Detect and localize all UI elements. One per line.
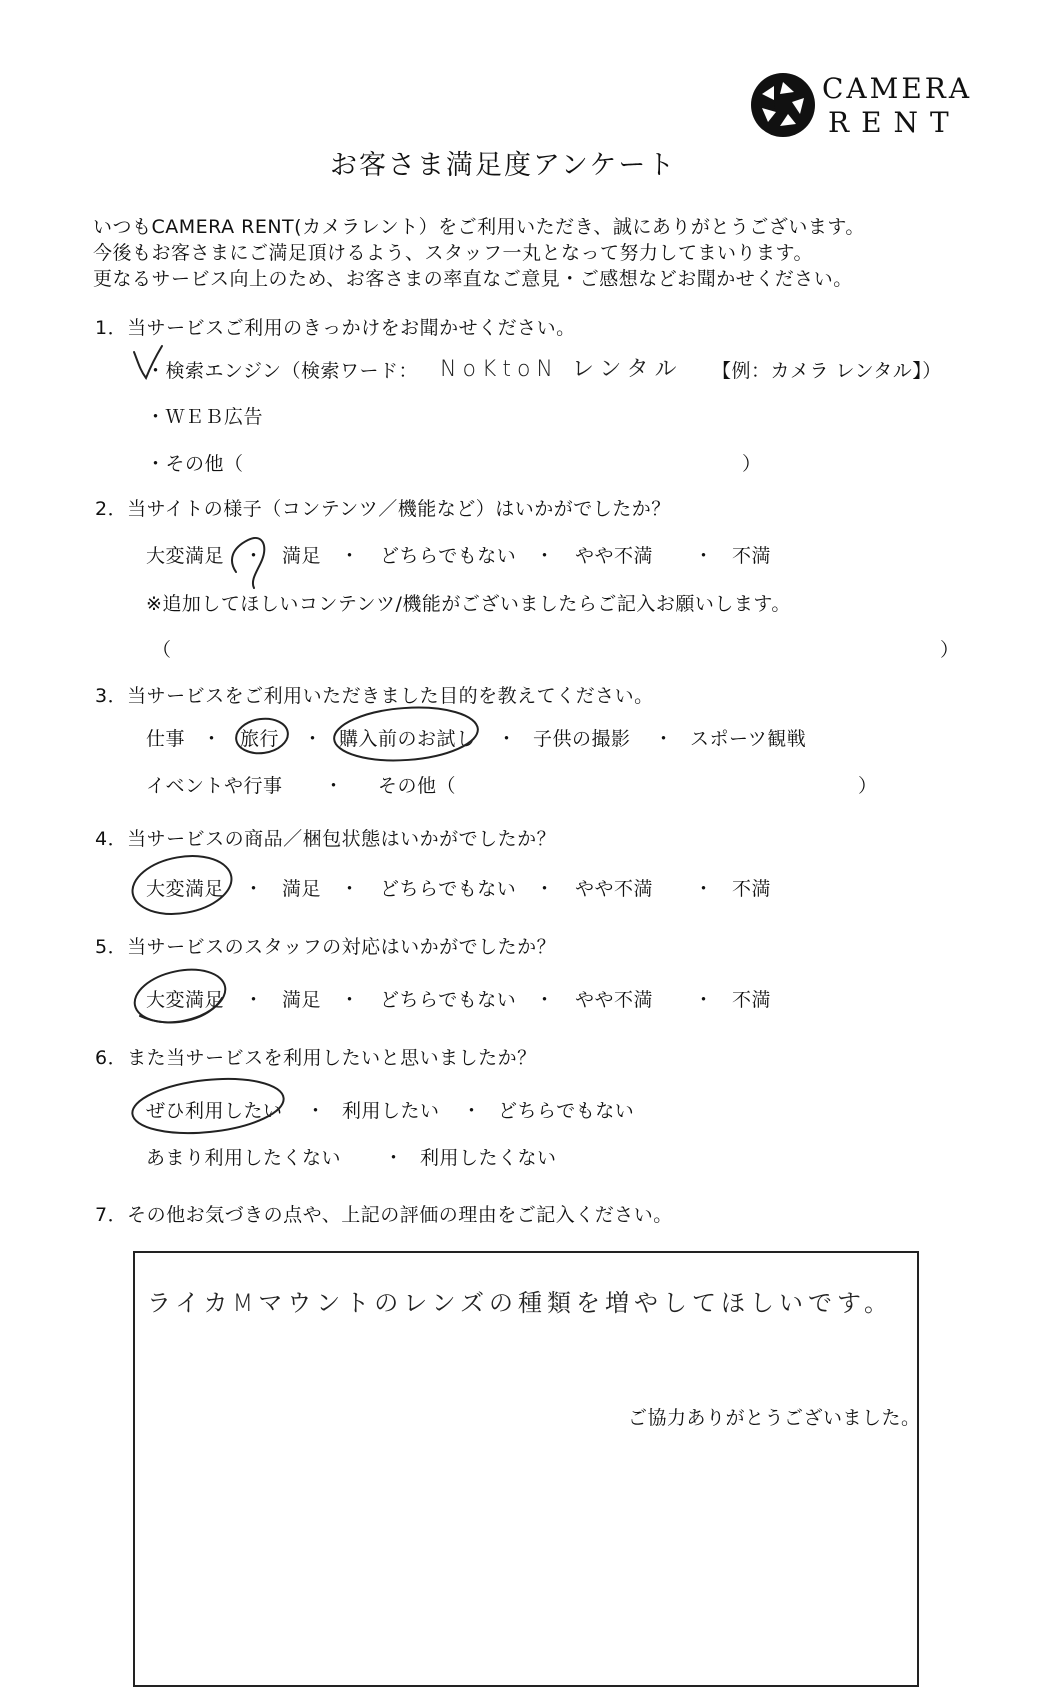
question-5-title: 5．当サービスのスタッフの対応はいかがでしたか？ <box>95 936 557 958</box>
camera-rent-logo <box>750 72 973 142</box>
q6-separator: ・ <box>306 1100 326 1122</box>
q2-option-very-satisfied[interactable]: 大変満足 <box>146 545 225 567</box>
q2-comment-open-paren: （ <box>152 639 172 661</box>
q5-option-dissatisfied[interactable]: 不満 <box>732 989 772 1011</box>
intro-line-1: いつもCAMERA RENT(カメラレント）をご利用いただき、誠にありがとうございます。 <box>93 216 865 238</box>
q5-option-satisfied[interactable]: 満足 <box>282 989 322 1011</box>
q3-other-close-paren: ） <box>858 775 878 797</box>
q2-separator: ・ <box>694 545 714 567</box>
camera-shutter-icon <box>750 72 816 138</box>
logo-line1: CAMERA <box>822 72 973 105</box>
question-6-title: 6．また当サービスを利用したいと思いましたか？ <box>95 1047 537 1069</box>
q6-separator: ・ <box>384 1147 404 1169</box>
q4-option-satisfied[interactable]: 満足 <box>282 878 322 900</box>
q5-separator: ・ <box>694 989 714 1011</box>
intro-line-3: 更なるサービス向上のため、お客さまの率直なご意見・ご感想などお聞かせください。 <box>93 268 853 290</box>
q3-option-trial-before-purchase[interactable]: 購入前のお試し <box>339 728 476 750</box>
q2-option-neutral[interactable]: どちらでもない <box>380 545 517 567</box>
q3-option-travel[interactable]: 旅行 <box>240 728 280 750</box>
q5-separator: ・ <box>244 989 264 1011</box>
q6-option-definitely[interactable]: ぜひ利用したい <box>146 1100 283 1122</box>
q3-option-events[interactable]: イベントや行事 <box>146 775 283 797</box>
q5-separator: ・ <box>340 989 360 1011</box>
q7-answer-box[interactable] <box>133 1251 919 1687</box>
q3-separator: ・ <box>654 728 674 750</box>
q1-option-search-engine[interactable]: ・検索エンジン（検索ワード： <box>146 360 419 382</box>
q3-option-other[interactable]: その他（ <box>378 775 457 797</box>
page-title: お客さま満足度アンケート <box>330 150 677 181</box>
q4-separator: ・ <box>244 878 264 900</box>
q2-option-somewhat-dissatisfied[interactable]: やや不満 <box>575 545 654 567</box>
q4-option-neutral[interactable]: どちらでもない <box>380 878 517 900</box>
q2-note: ※追加してほしいコンテンツ/機能がございましたらご記入お願いします。 <box>146 593 791 615</box>
q4-option-dissatisfied[interactable]: 不満 <box>732 878 772 900</box>
q2-separator: ・ <box>535 545 555 567</box>
logo-line2: RENT <box>828 106 961 139</box>
q4-separator: ・ <box>535 878 555 900</box>
q2-separator: ・ <box>340 545 360 567</box>
q6-option-would-use[interactable]: 利用したい <box>342 1100 440 1122</box>
q3-separator: ・ <box>324 775 344 797</box>
q3-separator: ・ <box>497 728 517 750</box>
question-1-title: 1．当サービスご利用のきっかけをお聞かせください。 <box>95 317 576 339</box>
question-3-title: 3．当サービスをご利用いただきました目的を教えてください。 <box>95 685 654 707</box>
q6-separator: ・ <box>462 1100 482 1122</box>
closing-message: ご協力ありがとうございました。 <box>628 1407 921 1429</box>
q4-separator: ・ <box>340 878 360 900</box>
q3-option-sports[interactable]: スポーツ観戦 <box>690 728 807 750</box>
q4-option-somewhat-dissatisfied[interactable]: やや不満 <box>575 878 654 900</box>
q6-option-would-not-use[interactable]: 利用したくない <box>420 1147 557 1169</box>
q3-separator: ・ <box>303 728 323 750</box>
q1-option-web-ad[interactable]: ・ＷＥＢ広告 <box>146 406 264 428</box>
question-7-title: 7．その他お気づきの点や、上記の評価の理由をご記入ください。 <box>95 1204 673 1226</box>
q1-example: 【例：カメラ レンタル】） <box>712 360 942 382</box>
q3-separator: ・ <box>202 728 222 750</box>
q4-option-very-satisfied[interactable]: 大変満足 <box>146 878 225 900</box>
question-4-title: 4．当サービスの商品／梱包状態はいかがでしたか？ <box>95 828 557 850</box>
q5-option-neutral[interactable]: どちらでもない <box>380 989 517 1011</box>
question-2-title: 2．当サイトの様子（コンテンツ／機能など）はいかがでしたか？ <box>95 498 671 520</box>
q1-option-other[interactable]: ・その他（ <box>146 453 244 475</box>
q2-comment-close-paren: ） <box>940 639 960 661</box>
q5-option-somewhat-dissatisfied[interactable]: やや不満 <box>575 989 654 1011</box>
q7-handwritten-answer: ライカMマウントのレンズの種類を増やしてほしいです。 <box>147 1289 894 1317</box>
intro-line-2: 今後もお客さまにご満足頂けるよう、スタッフ一丸となって努力してまいります。 <box>93 242 813 264</box>
q1-search-word-answer: NoKtoN レンタル <box>440 357 683 382</box>
q2-option-dissatisfied[interactable]: 不満 <box>732 545 772 567</box>
q6-option-rather-not[interactable]: あまり利用したくない <box>146 1147 342 1169</box>
q3-option-work[interactable]: 仕事 <box>146 728 186 750</box>
q4-separator: ・ <box>694 878 714 900</box>
q2-separator: ・ <box>244 545 264 567</box>
q3-option-children-photos[interactable]: 子供の撮影 <box>533 728 631 750</box>
q1-other-close-paren: ） <box>742 453 762 475</box>
q2-option-satisfied[interactable]: 満足 <box>282 545 322 567</box>
q6-option-neutral[interactable]: どちらでもない <box>498 1100 635 1122</box>
q5-option-very-satisfied[interactable]: 大変満足 <box>146 989 225 1011</box>
q5-separator: ・ <box>535 989 555 1011</box>
